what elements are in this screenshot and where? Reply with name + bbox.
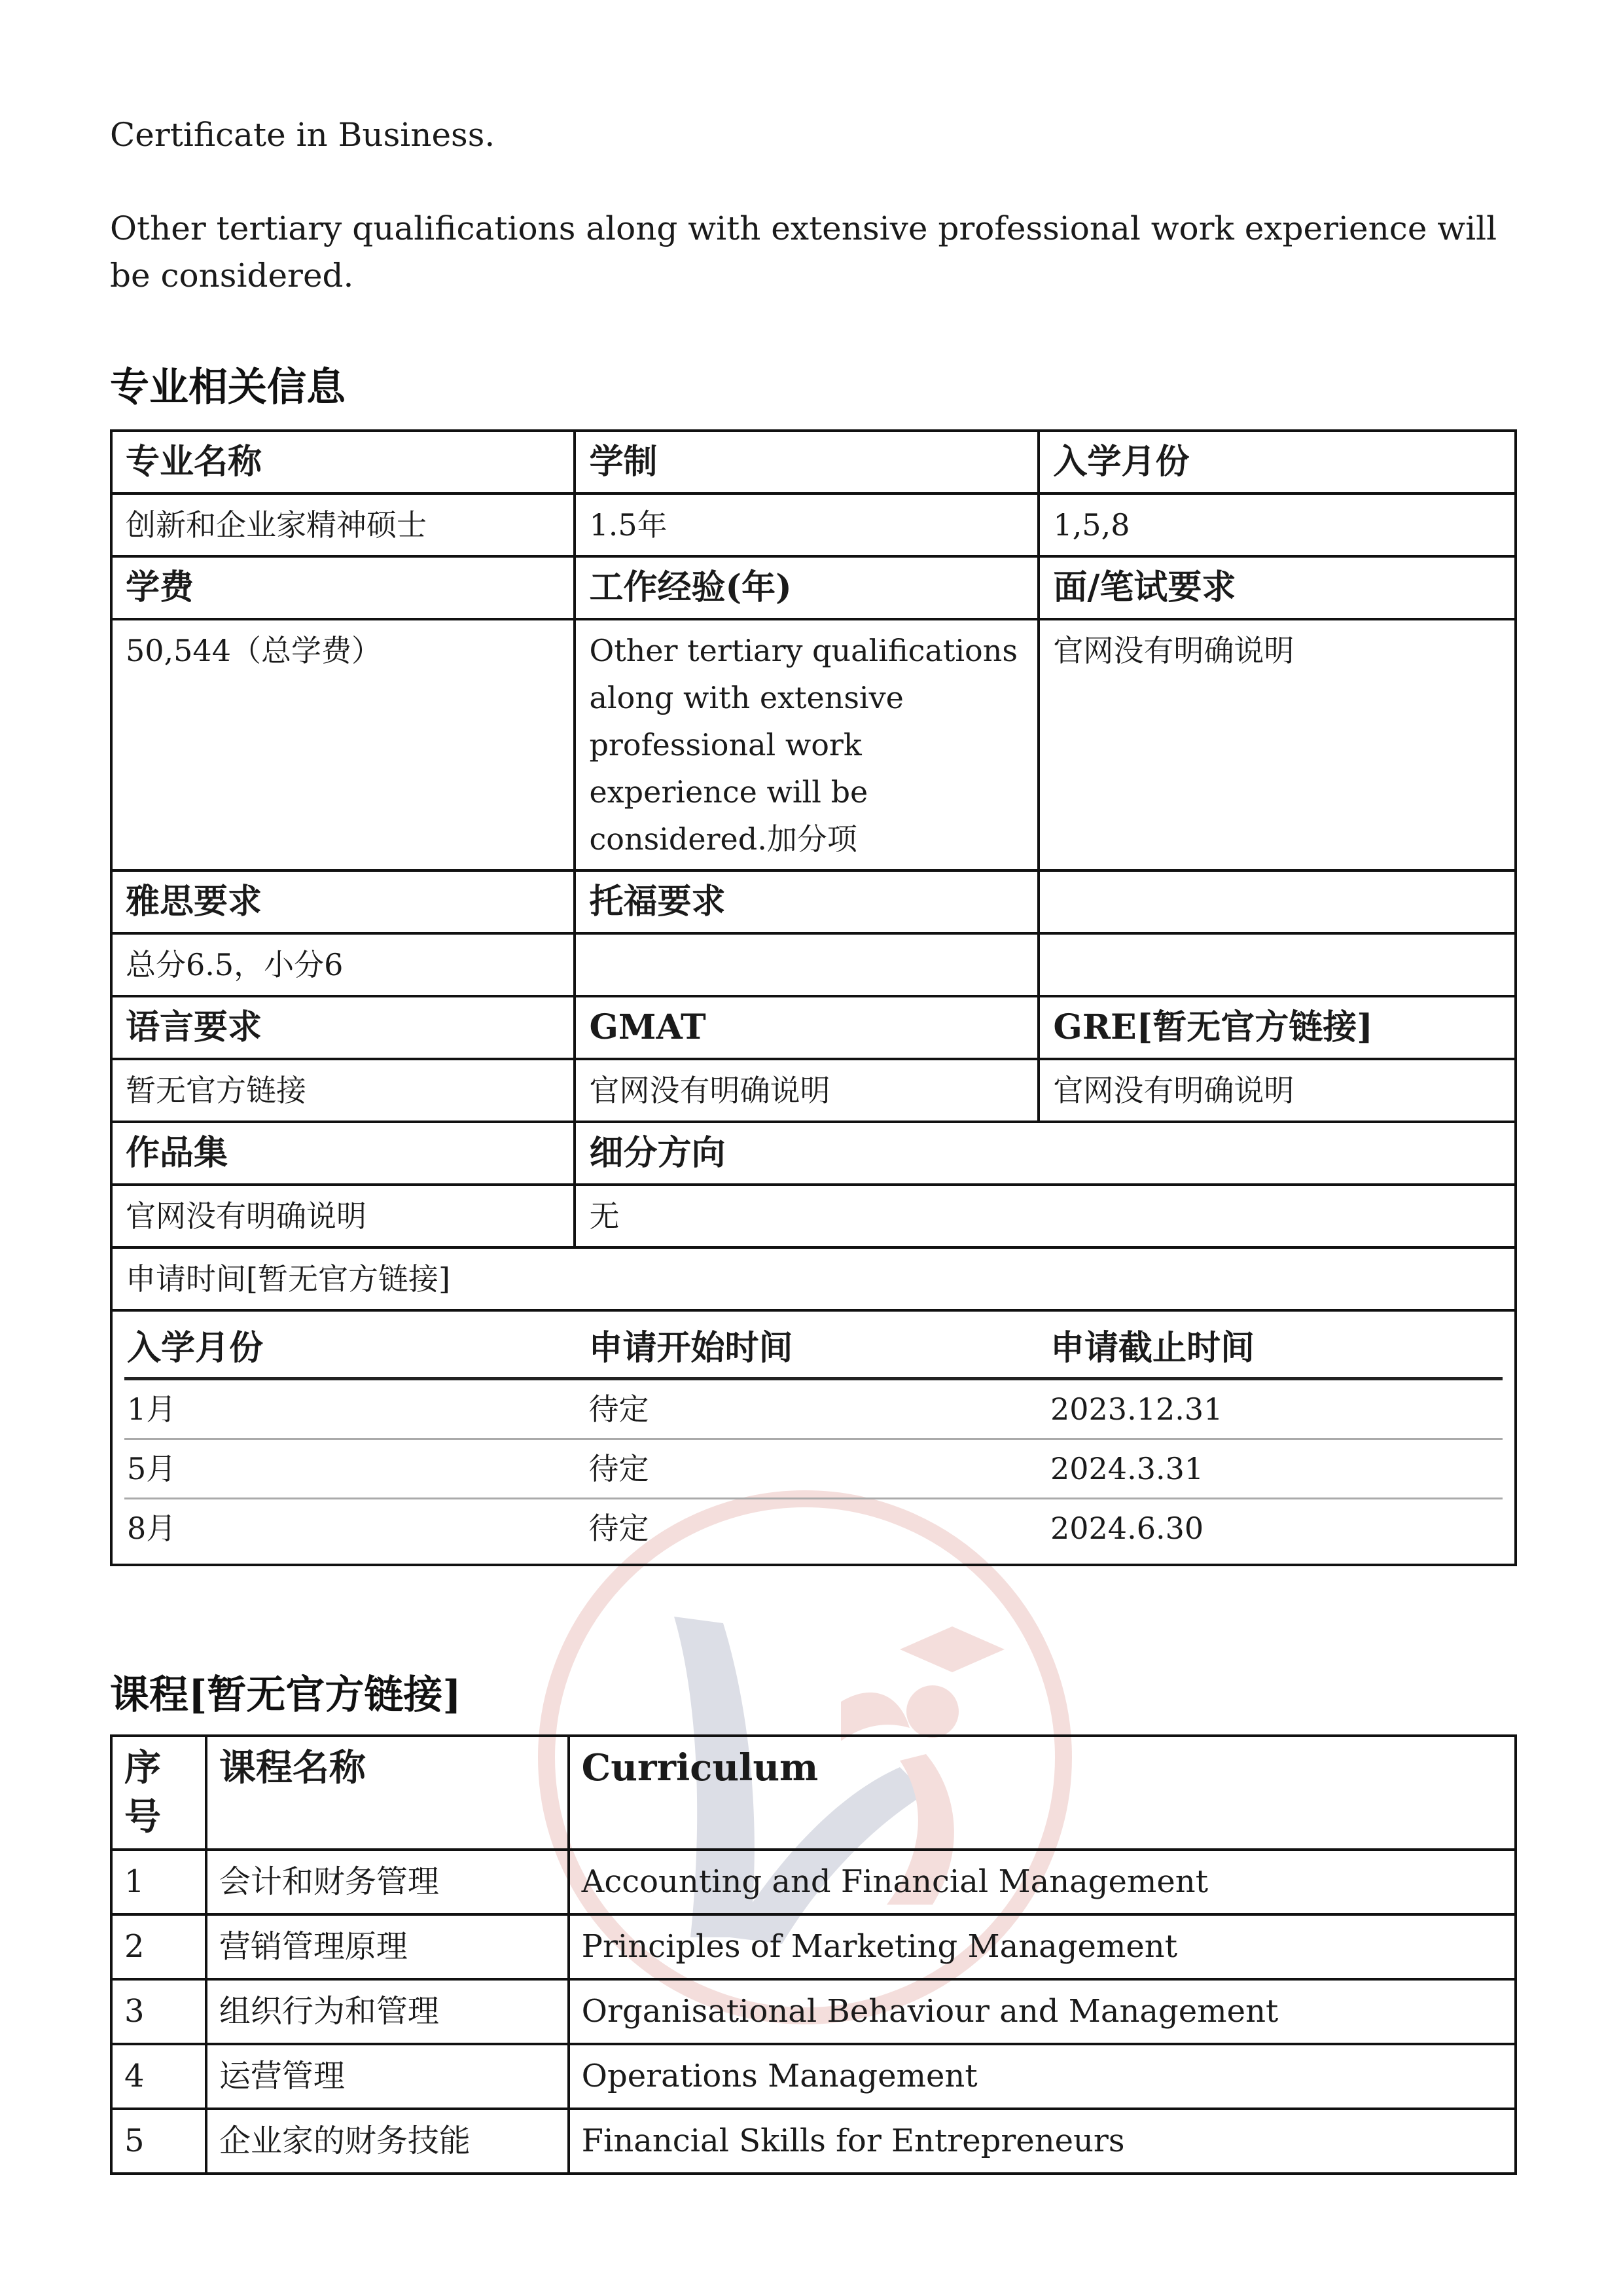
application-time-title: 申请时间[暂无官方链接] xyxy=(111,1247,1516,1310)
table-row xyxy=(111,1914,1516,1979)
courses-section-title: 课程[暂无官方链接] xyxy=(110,1672,461,1718)
table-row xyxy=(111,556,1516,619)
intake-month: 8月 xyxy=(127,1511,177,1546)
application-schedule-table xyxy=(124,1319,1503,1557)
empty-cell xyxy=(1039,870,1516,933)
course-index: 1 xyxy=(111,1850,206,1914)
course-index: 4 xyxy=(111,2044,206,2109)
course-name-en: Principles of Marketing Management xyxy=(569,1914,1516,1979)
table-row xyxy=(111,1979,1516,2044)
table-row xyxy=(111,2109,1516,2174)
course-index: 5 xyxy=(111,2109,206,2174)
value-interview: 官网没有明确说明 xyxy=(1039,619,1516,870)
table-row xyxy=(111,2044,1516,2109)
label-work-experience: 工作经验(年) xyxy=(575,556,1039,619)
table-row xyxy=(111,431,1516,493)
table-row xyxy=(111,933,1516,996)
value-tuition: 50,544（总学费） xyxy=(111,619,575,870)
label-tuition: 学费 xyxy=(111,556,575,619)
value-specialization: 无 xyxy=(575,1185,1516,1247)
application-schedule-cell xyxy=(111,1310,1516,1565)
start-time: 待定 xyxy=(588,1511,649,1546)
deadline: 2024.3.31 xyxy=(1048,1439,1503,1499)
table-row xyxy=(111,1122,1516,1185)
course-name-en: Accounting and Financial Management xyxy=(569,1850,1516,1914)
value-toefl xyxy=(575,933,1039,996)
table-row xyxy=(111,1850,1516,1914)
label-ielts: 雅思要求 xyxy=(111,870,575,933)
label-intake: 入学月份 xyxy=(1039,431,1516,493)
header-deadline: 申请截止时间 xyxy=(1048,1319,1503,1379)
course-index: 2 xyxy=(111,1914,206,1979)
value-duration: 1.5年 xyxy=(575,493,1039,556)
table-row xyxy=(111,996,1516,1059)
table-row xyxy=(124,1439,1503,1499)
course-name-cn: 企业家的财务技能 xyxy=(206,2109,569,2174)
header-intake-month: 入学月份 xyxy=(124,1319,586,1379)
deadline: 2023.12.31 xyxy=(1048,1379,1503,1439)
label-gmat: GMAT xyxy=(575,996,1039,1059)
value-language: 暂无官方链接 xyxy=(111,1059,575,1122)
value-intake: 1,5,8 xyxy=(1039,493,1516,556)
empty-cell xyxy=(1039,933,1516,996)
table-header-row xyxy=(111,1736,1516,1850)
start-time: 待定 xyxy=(586,1379,1048,1439)
course-index: 3 xyxy=(111,1979,206,2044)
table-row xyxy=(124,1379,1503,1439)
label-duration: 学制 xyxy=(575,431,1039,493)
intake-month: 1月 xyxy=(124,1379,586,1439)
value-ielts: 总分6.5，小分6 xyxy=(111,933,575,996)
value-portfolio: 官网没有明确说明 xyxy=(111,1185,575,1247)
table-row xyxy=(111,1059,1516,1122)
label-interview: 面/笔试要求 xyxy=(1039,556,1516,619)
label-specialization: 细分方向 xyxy=(575,1122,1516,1185)
header-course-name: 课程名称 xyxy=(206,1736,569,1850)
value-work-experience: Other tertiary qualifications along with extensive professional work experience will be considered.加分项 xyxy=(575,619,1039,870)
start-time: 待定 xyxy=(586,1439,1048,1499)
course-name-cn: 组织行为和管理 xyxy=(206,1979,569,2044)
program-section-title: 专业相关信息 xyxy=(110,365,346,410)
intro-line-1: Certificate in Business. xyxy=(110,116,495,154)
table-row xyxy=(111,1185,1516,1247)
courses-table xyxy=(110,1734,1517,2175)
value-gmat: 官网没有明确说明 xyxy=(575,1059,1039,1122)
program-info-table xyxy=(110,429,1517,1566)
header-start-time: 申请开始时间 xyxy=(586,1319,1048,1379)
label-toefl: 托福要求 xyxy=(575,870,1039,933)
course-name-cn: 营销管理原理 xyxy=(206,1914,569,1979)
course-name-en: Organisational Behaviour and Management xyxy=(569,1979,1516,2044)
label-program-name: 专业名称 xyxy=(111,431,575,493)
table-row xyxy=(111,1310,1516,1565)
course-name-cn: 运营管理 xyxy=(206,2044,569,2109)
table-row xyxy=(111,1247,1516,1310)
header-curriculum: Curriculum xyxy=(569,1736,1516,1850)
value-gre: 官网没有明确说明 xyxy=(1039,1059,1516,1122)
table-row xyxy=(111,870,1516,933)
course-name-en: Financial Skills for Entrepreneurs xyxy=(569,2109,1516,2174)
table-row xyxy=(124,1499,1503,1558)
intro-line-2: Other tertiary qualifications along with extensive professional work experience will be considered. xyxy=(110,209,1497,295)
deadline: 2024.6.30 xyxy=(1050,1511,1204,1546)
label-language: 语言要求 xyxy=(111,996,575,1059)
value-program-name: 创新和企业家精神硕士 xyxy=(111,493,575,556)
table-header-row xyxy=(124,1319,1503,1379)
label-portfolio: 作品集 xyxy=(111,1122,575,1185)
course-name-en: Operations Management xyxy=(569,2044,1516,2109)
header-index: 序号 xyxy=(111,1736,206,1850)
table-row xyxy=(111,493,1516,556)
table-row xyxy=(111,619,1516,870)
label-gre: GRE[暂无官方链接] xyxy=(1039,996,1516,1059)
intake-month: 5月 xyxy=(124,1439,586,1499)
course-name-cn: 会计和财务管理 xyxy=(206,1850,569,1914)
